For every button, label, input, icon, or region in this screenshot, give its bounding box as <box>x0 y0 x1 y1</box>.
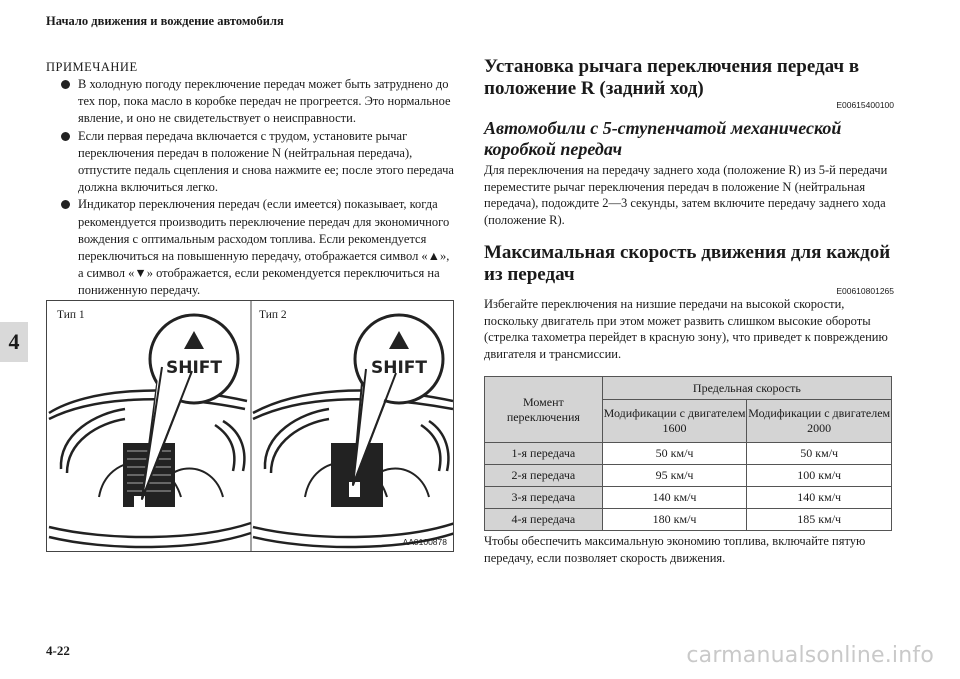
bullet-icon <box>61 200 70 209</box>
bullet-icon <box>61 132 70 141</box>
speed-cell: 180 км/ч <box>602 509 747 531</box>
reverse-code: E00615400100 <box>836 100 894 110</box>
gear-cell: 2-я передача <box>485 465 603 487</box>
speed-cell: 185 км/ч <box>747 509 892 531</box>
max-speed-text: Избегайте переключения на низшие передачи на высокой скорости, поскольку двигатель при этом может развить слишком высокие обороты (стрелка тахометра перейдет в красную зону), что приведет к повреждению двигателя и трансмиссии. <box>484 297 888 361</box>
shift-text-type2: SHIFT <box>370 358 428 378</box>
speed-cell: 100 км/ч <box>747 465 892 487</box>
max-speed-code: E00610801265 <box>836 286 894 296</box>
note-item-text: Индикатор переключения передач (если имеется) показывает, когда рекомендуется производить переключение передач для экономичного вождения с оптимальным расходом топлива. Если рекомендуется переключиться на повышенную передачу, отображается символ «▲», а символ «▼» отображается, если рекомендуется переключиться на пониженную передачу. <box>78 197 450 298</box>
speed-table <box>484 376 892 531</box>
cluster-illustration <box>47 301 454 552</box>
reverse-title: Установка рычага переключения передач в положение R (задний ход) <box>484 56 860 99</box>
chapter-tab: 4 <box>0 322 28 362</box>
col-header-1600: Модификации с двигателем 1600 <box>602 400 747 443</box>
note-block <box>46 60 454 300</box>
speed-cell: 95 км/ч <box>602 465 747 487</box>
gear-cell: 3-я передача <box>485 487 603 509</box>
running-header: Начало движения и вождение автомобиля <box>46 14 284 28</box>
reverse-text: Для переключения на передачу заднего хода (положение R) из 5-й передачи переместите рычаг переключения передач в положение N (нейтральная передача), подождите 2—3 секунды, затем включите передачу заднего хода (положение R). <box>484 163 888 227</box>
page-number: 4-22 <box>46 643 70 658</box>
max-speed-title: Максимальная скорость движения для каждой из передач <box>484 242 891 285</box>
note-list <box>46 76 454 300</box>
col-header-gear: Момент переключения <box>485 377 603 443</box>
gear-cell: 4-я передача <box>485 509 603 531</box>
speed-cell: 50 км/ч <box>602 443 747 465</box>
main-column <box>484 56 894 566</box>
table-row <box>485 465 892 487</box>
table-row <box>485 509 892 531</box>
bullet-icon <box>61 80 70 89</box>
after-table-text: Чтобы обеспечить максимальную экономию топлива, включайте пятую передачу, если позволяет скорость движения. <box>484 534 866 565</box>
note-item <box>46 196 454 299</box>
note-item <box>46 76 454 128</box>
note-title: ПРИМЕЧАНИЕ <box>46 60 138 74</box>
col-header-2000: Модификации с двигателем 2000 <box>747 400 892 443</box>
speed-cell: 140 км/ч <box>602 487 747 509</box>
reverse-subtitle: Автомобили с 5-ступенчатой механической коробкой передач <box>484 118 842 159</box>
table-row <box>485 443 892 465</box>
watermark: carmanualsonline.info <box>686 643 934 668</box>
shift-text-type1: SHIFT <box>165 358 223 378</box>
speed-cell: 50 км/ч <box>747 443 892 465</box>
type2-label: Тип 2 <box>259 309 287 321</box>
figure-code: AA0100878 <box>402 537 447 547</box>
note-item-text: В холодную погоду переключение передач может быть затруднено до тех пор, пока масло в коробке передач не прогреется. Это нормальное явление, и оно не свидетельствует о неисправности. <box>78 77 451 126</box>
note-item-text: Если первая передача включается с трудом, установите рычаг переключения передач в положение N (нейтральная передача), отпустите педаль сцепления и снова нажмите ее; после этого передача должна включиться легко. <box>78 128 454 195</box>
col-header-limit: Предельная скорость <box>602 377 891 400</box>
indicator-lamp-type2 <box>349 482 360 497</box>
speed-cell: 140 км/ч <box>747 487 892 509</box>
gear-cell: 1-я передача <box>485 443 603 465</box>
shift-indicator-figure <box>46 300 454 552</box>
note-item <box>46 128 454 197</box>
table-row <box>485 487 892 509</box>
type1-label: Тип 1 <box>57 309 85 321</box>
